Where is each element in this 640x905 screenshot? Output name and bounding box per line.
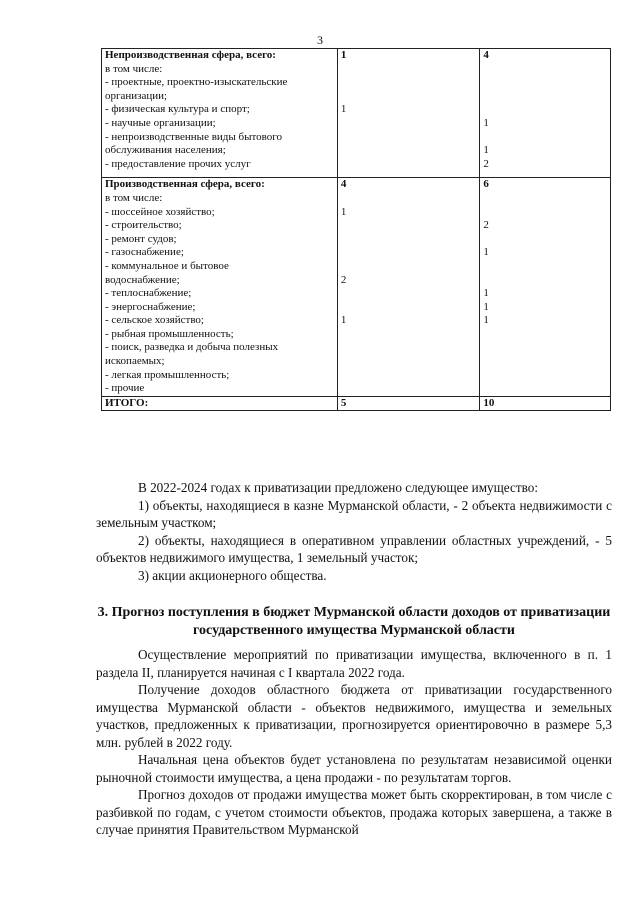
row-label: - коммунальное и бытовое — [105, 259, 229, 272]
row-label: - физическая культура и спорт; — [105, 103, 250, 116]
table-row — [102, 178, 611, 397]
row-label: - ремонт судов; — [105, 232, 177, 245]
category-cell — [102, 49, 338, 178]
total-value-col3: 10 — [480, 396, 611, 411]
row-value-col3 — [483, 131, 607, 145]
row-label: Непроизводственная сфера, всего: — [105, 49, 276, 61]
row-label: водоснабжение; — [105, 273, 180, 286]
row-label: - строительство; — [105, 219, 182, 232]
row-value-col3 — [483, 90, 607, 104]
row-label: в том числе: — [105, 191, 163, 204]
row-value-col2 — [341, 63, 477, 77]
paragraph-item-2: 2) объекты, находящиеся в оперативном управлении областных учреждений, - 5 объектов недвижимого имущества, 1 земельный участок; — [96, 532, 612, 565]
row-value-col2 — [341, 341, 477, 355]
row-value-col2: 4 — [340, 178, 347, 191]
total-label: ИТОГО: — [102, 396, 338, 411]
total-row — [102, 396, 611, 411]
page-number: 3 — [317, 33, 323, 47]
row-label: - сельское хозяйство; — [105, 314, 204, 327]
section-3 — [96, 604, 612, 640]
row-value-col3 — [483, 382, 607, 396]
row-label: - поиск, разведка и добыча полезных — [105, 341, 279, 354]
row-value-col2: 1 — [340, 49, 347, 61]
row-value-col3 — [483, 103, 607, 117]
row-value-col2 — [341, 192, 477, 206]
row-value-col3 — [483, 63, 607, 77]
row-label: - энергоснабжение; — [105, 300, 196, 313]
row-value-col2 — [341, 328, 477, 342]
row-value-col3: 1 — [483, 144, 489, 157]
row-value-col3 — [483, 192, 607, 206]
row-value-col2 — [341, 301, 477, 315]
paragraph-property-list-intro: В 2022-2024 годах к приватизации предложено следующее имущество: — [138, 480, 539, 495]
row-label: обслуживания населения; — [105, 144, 226, 157]
row-label: - рыбная промышленность; — [105, 327, 234, 340]
row-label: - научные организации; — [105, 116, 216, 129]
category-cell — [102, 178, 338, 397]
row-value-col2 — [341, 131, 477, 145]
row-value-col2: 1 — [340, 205, 347, 218]
row-value-col2 — [341, 369, 477, 383]
count-cell-col2 — [337, 178, 480, 397]
paragraph-forecast: Прогноз доходов от продажи имущества может быть скорректирован, в том числе с разбивкой по годам, с учетом стоимости объектов, продажа которых завершена, а также в случае принятия Правительством Мурманской — [96, 787, 612, 837]
row-value-col3 — [483, 369, 607, 383]
row-value-col2 — [341, 287, 477, 301]
row-value-col2: 2 — [340, 273, 347, 286]
row-label: - предоставление прочих услуг — [105, 157, 251, 170]
row-label: - шоссейное хозяйство; — [105, 205, 215, 218]
privatization-table — [101, 48, 611, 411]
row-label: - газоснабжение; — [105, 246, 184, 259]
row-value-col3 — [483, 355, 607, 369]
row-value-col3: 1 — [483, 287, 489, 300]
section-3-body — [96, 646, 612, 839]
count-cell-col2 — [337, 49, 480, 178]
row-value-col3 — [483, 76, 607, 90]
paragraph-schedule: Осуществление мероприятий по приватизации имущества, включенного в п. 1 раздела II, планируется начиная с I квартала 2022 года. — [96, 647, 612, 680]
row-value-col3: 1 — [483, 116, 489, 129]
paragraph-income: Получение доходов областного бюджета от приватизации государственного имущества Мурманской области - объектов недвижимого, имущества и земельных участков, предложенных к приватизации, прогнозируется ориентировочно в размере 5,3 млн. рублей в 2022 году. — [96, 682, 612, 750]
row-value-col3 — [483, 206, 607, 220]
row-label: Производственная сфера, всего: — [105, 178, 265, 191]
row-value-col2 — [341, 90, 477, 104]
row-value-col2: 1 — [340, 314, 347, 327]
count-cell-col3 — [480, 178, 611, 397]
row-value-col2 — [341, 158, 477, 172]
row-label: ископаемых; — [105, 355, 165, 368]
row-label: - теплоснабжение; — [105, 287, 192, 300]
paragraph-price: Начальная цена объектов будет установлена по результатам независимой оценки рыночной стоимости имущества, а цена продажи - по результатам торгов. — [96, 752, 612, 785]
count-cell-col3 — [480, 49, 611, 178]
paragraph-item-3: 3) акции акционерного общества. — [138, 567, 327, 583]
row-value-col2 — [341, 117, 477, 131]
row-value-col3: 6 — [483, 178, 489, 191]
row-value-col2 — [341, 233, 477, 247]
row-value-col3: 4 — [483, 49, 489, 61]
paragraph-item-1: 1) объекты, находящиеся в казне Мурманской области, - 2 объекта недвижимости с земельным участком; — [96, 497, 612, 530]
row-label: - легкая промышленность; — [105, 368, 230, 381]
row-value-col3 — [483, 233, 607, 247]
row-label: организации; — [105, 89, 168, 102]
row-value-col3 — [483, 341, 607, 355]
row-value-col2 — [341, 355, 477, 369]
row-value-col2: 1 — [340, 103, 347, 116]
total-value-col2: 5 — [337, 396, 480, 411]
row-value-col3 — [483, 274, 607, 288]
table-row — [102, 49, 611, 178]
row-value-col2 — [341, 219, 477, 233]
row-value-col3: 2 — [483, 157, 489, 170]
section-heading: 3. Прогноз поступления в бюджет Мурманской области доходов от приватизации государственного имущества Мурманской области — [97, 605, 611, 638]
row-label: - прочие — [105, 382, 145, 395]
row-value-col2 — [341, 144, 477, 158]
row-value-col2 — [341, 76, 477, 90]
body-text — [96, 479, 612, 584]
row-value-col3: 1 — [483, 314, 489, 327]
row-value-col3: 2 — [483, 219, 489, 232]
row-value-col2 — [341, 246, 477, 260]
row-label: - непроизводственные виды бытового — [105, 130, 283, 143]
row-label: в том числе: — [105, 62, 163, 75]
row-value-col2 — [341, 260, 477, 274]
row-value-col3: 1 — [483, 246, 489, 259]
row-value-col3 — [483, 328, 607, 342]
row-value-col3 — [483, 260, 607, 274]
row-value-col2 — [341, 382, 477, 396]
row-value-col3: 1 — [483, 300, 489, 313]
row-label: - проектные, проектно-изыскательские — [105, 76, 288, 89]
